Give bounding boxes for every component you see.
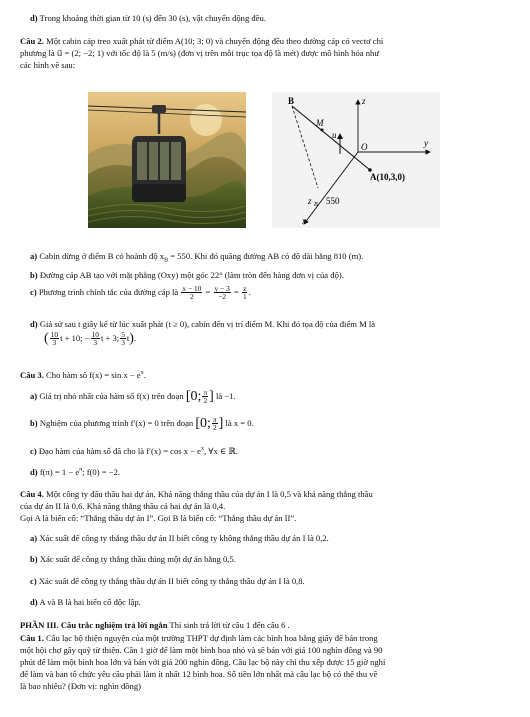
p3q1-line-3: phút để làm một bình hoa lớn và bán với giá 200 nghìn đồng. Câu lạc bộ này chỉ thu xếp được 15 giờ nghỉ bbox=[20, 657, 386, 667]
q2-d-f3-den: 3 bbox=[121, 338, 125, 348]
q4-d-text: A và B là hai biến cố độc lập. bbox=[39, 597, 141, 607]
q4-statement-c bbox=[30, 576, 305, 586]
q2-d-coordinates bbox=[44, 331, 136, 347]
q1-d-text: Trong khoảng thời gian từ 10 (s) đến 30 (s), vật chuyển động đều. bbox=[39, 13, 266, 23]
q4-line1-text: Một công ty đấu thầu hai dự án. Khả năng thắng thầu của dự án I là 0,5 và khả năng thắng thầu bbox=[46, 489, 373, 499]
p3q1-label: Câu 1. bbox=[20, 633, 44, 643]
q2-c-fraction-3 bbox=[242, 285, 248, 301]
q3-b-text: Nghiệm của phương trình f′(x) = 0 trên đoạn bbox=[39, 417, 194, 428]
q2-b-label: b) bbox=[30, 270, 38, 280]
q3-b-open: [0; bbox=[195, 415, 211, 431]
label-b: B bbox=[288, 96, 295, 106]
q2-label: Câu 2. bbox=[20, 36, 44, 46]
label-550: 550 bbox=[326, 196, 340, 206]
q3-sup: x bbox=[140, 370, 144, 377]
q3-a-f-num: π bbox=[203, 388, 208, 397]
q3-a-close: ] bbox=[209, 388, 214, 404]
q3-d-sup: π bbox=[79, 467, 83, 474]
q4-c-text: Xác suất để công ty thắng thầu dự án II biết công ty thắng thầu dự án I là 0,8. bbox=[38, 576, 305, 586]
q3-dot: . bbox=[143, 370, 146, 380]
q4-a-text: Xác suất để công ty thắng thầu dự án II biết công ty không thắng thầu dự án I là 0,2. bbox=[39, 533, 329, 543]
q2-c-eq2: = bbox=[233, 286, 239, 297]
q2-d-part3: t bbox=[126, 332, 130, 343]
q3-c-text: Đạo hàm của hàm số đã cho là f′(x) = cos x − e bbox=[38, 446, 201, 456]
q3-statement-d bbox=[30, 467, 120, 477]
q2-line-1 bbox=[20, 36, 383, 46]
q2-c-text: Phương trình chính tắc của đường cáp là bbox=[38, 286, 179, 297]
q2-d-f2-num: 10 bbox=[91, 330, 99, 339]
q3-c-sup: x bbox=[201, 446, 204, 453]
q2-statement-d bbox=[30, 319, 375, 329]
label-a: A(10,3,0) bbox=[370, 172, 405, 182]
q4-statement-d bbox=[30, 597, 141, 607]
q2-c-f1-den: 2 bbox=[190, 292, 194, 302]
q4-label: Câu 4. bbox=[20, 489, 44, 499]
q3-text: Cho hàm số f(x) = sin x − e bbox=[46, 370, 141, 380]
q2-d-label: d) bbox=[30, 319, 38, 329]
q3-d-label: d) bbox=[30, 467, 38, 477]
q2-c-eq1: = bbox=[205, 286, 211, 297]
label-zb: z bbox=[308, 196, 312, 206]
cable-car-photo bbox=[88, 92, 246, 228]
label-o: O bbox=[361, 142, 368, 152]
q2-d-part2: t + 3; bbox=[100, 332, 120, 343]
q4-b-label: b) bbox=[30, 554, 38, 564]
q4-line-2: của dự án II là 0,6. Khả năng thắng thầu cả hai dự án là 0,4. bbox=[20, 501, 226, 511]
q3-b-f-num: π bbox=[212, 415, 217, 424]
q2-d-f3-num: 5 bbox=[121, 330, 125, 339]
q2-d-fraction-1 bbox=[50, 331, 59, 347]
q2-c-label: c) bbox=[30, 286, 37, 297]
q2-d-open-paren: ( bbox=[44, 330, 49, 346]
q3-a-fraction bbox=[202, 389, 208, 405]
q3-c-text2: , ∀x ∈ ℝ. bbox=[204, 446, 238, 456]
q3-b-f-den: 2 bbox=[212, 423, 217, 433]
q2-d-dot: . bbox=[133, 332, 137, 343]
q2-d-fraction-3 bbox=[120, 331, 126, 347]
q3-a-text2: là −1. bbox=[216, 390, 236, 401]
q4-line-1 bbox=[20, 489, 373, 499]
p3q1-line-2: một hội chợ gây quỹ từ thiện. Cần 1 giờ để làm một bình hoa nhỏ và sẽ bán với giá 100 nghìn đồng và 90 bbox=[20, 645, 383, 655]
q2-line-2: phương là u⃗ = (2; −2; 1) với tốc độ là 5 (m/s) (đơn vị trên mỗi trục tọa độ là mét) được mô hình hóa như bbox=[20, 48, 379, 58]
q2-a-label: a) bbox=[30, 251, 38, 261]
q2-d-f2-den: 3 bbox=[93, 338, 98, 348]
q3-c-label: c) bbox=[30, 446, 37, 456]
q3-statement-a bbox=[30, 389, 236, 405]
q3-d-text2: ; f(0) = −2. bbox=[82, 467, 121, 477]
q2-a-text: Cabin dừng ở điểm B có hoành độ x bbox=[39, 251, 165, 261]
cable-car-illustration bbox=[88, 92, 246, 228]
q4-b-text: Xác suất để công ty thắng thầu đúng một dự án bằng 0,5. bbox=[39, 554, 236, 564]
label-y: y bbox=[424, 138, 428, 148]
q2-line-3: các hình vẽ sau: bbox=[20, 60, 76, 70]
label-u: u⃗ bbox=[332, 130, 344, 140]
q2-d-part1: t + 10; − bbox=[60, 332, 90, 343]
q3-b-fraction bbox=[212, 416, 218, 432]
q4-statement-b bbox=[30, 554, 236, 564]
q3-a-f-den: 2 bbox=[203, 396, 208, 406]
q2-c-f3-num: z bbox=[243, 284, 247, 293]
q2-c-f2-num: y − 3 bbox=[214, 284, 230, 293]
q3-d-text: f(π) = 1 − e bbox=[39, 467, 80, 477]
dashed-projection bbox=[292, 106, 318, 188]
q2-d-f1-den: 3 bbox=[52, 338, 57, 348]
p3q1-line-1 bbox=[20, 633, 378, 643]
q2-c-fraction-2 bbox=[214, 285, 231, 301]
q2-c-f3-den: 1 bbox=[242, 292, 247, 302]
p3q1-line1-text: Câu lạc bộ thiện nguyện của một trường THPT dự định làm các bình hoa bằng giấy để bán trong bbox=[46, 633, 378, 643]
label-z: z bbox=[362, 96, 366, 106]
part3-note: Thí sinh trả lời từ câu 1 đến câu 6 . bbox=[167, 620, 290, 630]
label-m: M bbox=[316, 118, 324, 128]
q3-statement-c bbox=[30, 446, 238, 456]
cable-coordinate-diagram bbox=[272, 92, 440, 228]
part3-title: PHẦN III. Câu trắc nghiệm trả lời ngắn bbox=[20, 620, 168, 630]
q2-b-text: Đường cáp AB tạo với mặt phẳng (Oxy) một góc 22° (làm tròn đến hàng đơn vị của độ). bbox=[39, 270, 344, 280]
q2-c-dot: . bbox=[248, 286, 251, 297]
q2-a-text2: = 550. Khi đó quãng đường AB có độ dài bằng 810 (m). bbox=[168, 251, 364, 261]
q2-statement-b bbox=[30, 270, 344, 280]
q4-line-3: Gọi A là biến cố: “Thắng thầu dự án I”. Gọi B là biến cố: “Thắng thầu dự án II”. bbox=[20, 513, 297, 523]
coordinate-system-figure bbox=[272, 92, 440, 228]
q3-a-text: Giá trị nhỏ nhất của hàm số f(x) trên đoạn bbox=[39, 390, 184, 401]
q3-statement-b bbox=[30, 416, 254, 432]
q3-label: Câu 3. bbox=[20, 370, 44, 380]
q3-b-label: b) bbox=[30, 417, 38, 428]
q2-c-f1-num: x − 10 bbox=[182, 284, 202, 293]
q2-d-fraction-2 bbox=[91, 331, 100, 347]
q1-statement-d bbox=[30, 13, 266, 23]
part3-heading bbox=[20, 620, 290, 630]
q3-stem bbox=[20, 370, 146, 380]
q2-line1-text: Một cabin cáp treo xuất phát từ điểm A(10; 3; 0) và chuyển động đều theo đường cáp có vectơ chỉ bbox=[46, 36, 384, 46]
q2-d-text: Giả sử sau t giây kể từ lúc xuất phát (t ≥ 0), cabin đến vị trí điểm M. Khi đó tọa độ của điểm M là bbox=[39, 319, 376, 329]
q2-statement-a bbox=[30, 251, 363, 265]
q3-b-text2: là x = 0. bbox=[225, 417, 254, 428]
label-x: x bbox=[302, 216, 306, 226]
point-m bbox=[321, 129, 324, 132]
q4-c-label: c) bbox=[30, 576, 37, 586]
q3-b-close: ] bbox=[218, 415, 224, 431]
q4-a-label: a) bbox=[30, 533, 38, 543]
x-axis bbox=[304, 152, 358, 224]
q4-d-label: d) bbox=[30, 597, 38, 607]
q3-a-open: [0; bbox=[185, 388, 202, 404]
q2-c-fraction-1 bbox=[181, 285, 202, 301]
p3q1-line-5: là bao nhiêu? (Đơn vị: nghìn đồng) bbox=[20, 681, 142, 691]
label-zb-sub: B bbox=[314, 202, 318, 208]
p3q1-line-4: để làm và ban tổ chức yêu cầu phải làm ít nhất 12 bình hoa. Số tiền lớn nhất mà câu lạc bộ có thể thu về bbox=[20, 669, 378, 679]
q2-d-close-paren: ) bbox=[129, 330, 134, 346]
q3-a-label: a) bbox=[30, 390, 38, 401]
q2-c-f2-den: −2 bbox=[218, 292, 227, 302]
q2-d-f1-num: 10 bbox=[50, 330, 59, 339]
q2-a-sub: B bbox=[164, 257, 169, 264]
q2-statement-c bbox=[30, 285, 251, 301]
q1-d-label: d) bbox=[30, 13, 38, 23]
q4-statement-a bbox=[30, 533, 329, 543]
